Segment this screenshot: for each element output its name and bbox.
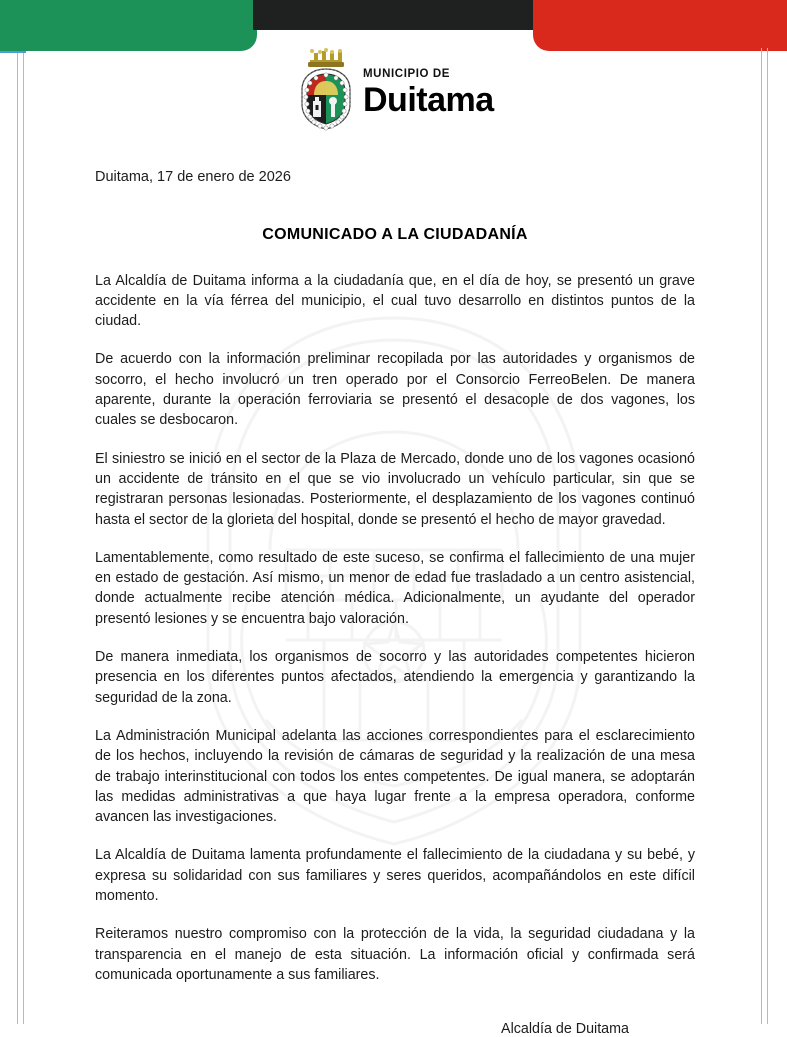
document-body — [95, 168, 695, 1037]
paragraph: El siniestro se inició en el sector de la Plaza de Mercado, donde uno de los vagones ocasionó un accidente de tránsito en el que se vio involucrado un vehículo particular, sin que se registraran personas lesionadas. Posteriormente, el desplazamiento de los vagones continuó hasta el sector de la glorieta del hospital, donde se presentó el hecho de mayor gravedad. — [95, 450, 695, 528]
scan-rule-left-outer — [17, 52, 18, 1024]
paragraph: Lamentablemente, como resultado de este suceso, se confirma el fallecimiento de una mujer en estado de gestación. Así mismo, un menor de edad fue trasladado a un centro asistencial, donde actualmente recibe atención médica. Adicionalmente, un ayudante del operador presentó lesiones y se encuentra bajo valoración. — [95, 549, 695, 627]
scan-rule-right-inner — [761, 48, 762, 1024]
municipality-logo — [298, 47, 494, 131]
paragraph: Reiteramos nuestro compromiso con la protección de la vida, la seguridad ciudadana y la transparencia en el manejo de esta situación. La información oficial y confirmada será comunicada oportunamente a sus familiares. — [95, 926, 695, 983]
header-red-bar — [533, 0, 787, 51]
header-green-bar — [0, 0, 257, 51]
paragraph: De acuerdo con la información preliminar recopilada por las autoridades y organismos de socorro, el hecho involucró un tren operado por el Consorcio FerreoBelen. De manera aparente, durante la operación ferroviaria se presentó el desacople de dos vagones, los cuales se desbocaron. — [95, 351, 695, 429]
scan-blue-mark — [0, 51, 26, 53]
paragraph: La Administración Municipal adelanta las acciones correspondientes para el esclarecimiento de los hechos, incluyendo la revisión de cámaras de seguridad y la realización de una mesa de trabajo interinstitucional con todos los entes competentes. De igual manera, se adoptarán las medidas administrativas a que haya lugar frente a la empresa operadora, conforme avancen las investigaciones. — [95, 727, 695, 826]
scan-rule-right-outer — [767, 48, 768, 1024]
date-line: Duitama, 17 de enero de 2026 — [95, 169, 291, 185]
signature-line: Alcaldía de Duitama — [501, 1021, 629, 1037]
scan-rule-left-inner — [23, 52, 24, 1024]
coat-of-arms-icon — [298, 47, 354, 131]
paragraph: La Alcaldía de Duitama lamenta profundamente el fallecimiento de la ciudadana y su bebé, y expresa su solidaridad con sus familiares y seres queridos, acompañándolos en este difícil momento. — [95, 847, 695, 904]
logo-kicker-text: MUNICIPIO DE — [363, 68, 451, 81]
logo-name-text: Duitama — [363, 80, 494, 119]
logo-wordmark — [363, 61, 494, 117]
paragraph: La Alcaldía de Duitama informa a la ciudadanía que, en el día de hoy, se presentó un grave accidente en la vía férrea del municipio, el cual tuvo desarrollo en distintos puntos de la ciudad. — [95, 272, 695, 330]
paragraph: De manera inmediata, los organismos de socorro y las autoridades competentes hicieron presencia en los diferentes puntos afectados, atendiendo la emergencia y garantizando la seguridad de la zona. — [95, 649, 695, 706]
header-black-bar — [253, 0, 534, 30]
page-title: COMUNICADO A LA CIUDADANÍA — [262, 225, 528, 243]
